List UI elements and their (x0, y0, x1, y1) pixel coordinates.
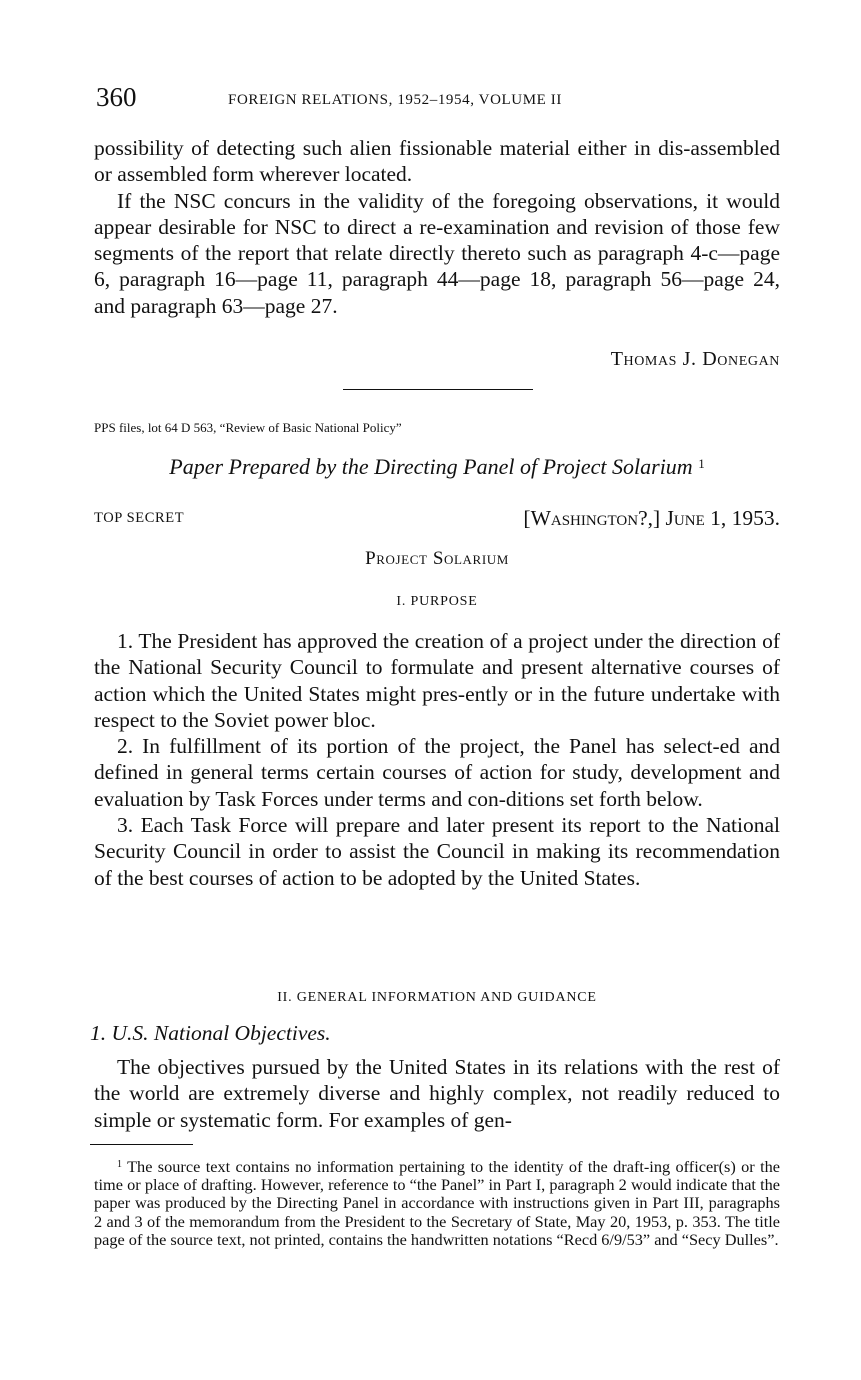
subsection-heading: 1. U.S. National Objectives. (90, 1021, 331, 1045)
purpose-paragraph-3: 3. Each Task Force will prepare and later present its report to the National Security Council in order to assist the Council in making its recommendation of the best courses of action to be adopted by the United States. (94, 813, 780, 890)
footnote (94, 1156, 780, 1249)
section-divider (343, 389, 533, 390)
document-subtitle: Project Solarium (365, 548, 509, 569)
document-title-text: Paper Prepared by the Directing Panel of Project Solarium (169, 454, 693, 479)
purpose-paragraph-1: 1. The President has approved the creation of a project under the direction of the National Security Council to formulate and present alternative courses of action which the United States might pres-ently or in the future undertake with respect to the Soviet power bloc. (94, 629, 780, 732)
dateline: [Washington?,] June 1, 1953. (523, 506, 780, 530)
footnote-divider (90, 1144, 193, 1145)
page-number: 360 (96, 82, 137, 112)
page-header (96, 82, 796, 118)
source-note: PPS files, lot 64 D 563, “Review of Basic National Policy” (94, 420, 402, 435)
document-title (94, 454, 780, 480)
section-heading-purpose: I. PURPOSE (396, 594, 478, 609)
objectives-paragraph: The objectives pursued by the United States in its relations with the rest of the world are extremely diverse and highly complex, not readily reduced to simple or systematic form. For examples of gen- (94, 1055, 780, 1132)
nsc-concurrence-paragraph: If the NSC concurs in the validity of the foregoing observations, it would appear desirable for NSC to direct a re-examination and revision of those few segments of the report that relate directly thereto such as paragraph 4-c—page 6, paragraph 16—page 11, paragraph 44—page 18, paragraph 56—page 24, and paragraph 63—page 27. (94, 188, 780, 318)
running-head: FOREIGN RELATIONS, 1952–1954, VOLUME II (228, 92, 562, 108)
purpose-section (94, 628, 780, 891)
footnote-text: The source text contains no information pertaining to the identity of the draft-ing officer(s) or the time or place of drafting. However, reference to “the Panel” in Part I, paragraph 2 would indicate that the paper was produced by the Directing Panel in accordance with instructions given in Part III, paragraphs 2 and 3 of the memorandum from the President to the Secretary of State, May 20, 1953, p. 353. The title page of the source text, not printed, contains the handwritten notations “Recd 6/9/53” and “Secy Dulles”. (94, 1157, 781, 1249)
footnote-marker: 1 (117, 1159, 122, 1170)
continued-text (94, 135, 780, 319)
footnote-reference: 1 (698, 456, 705, 471)
continued-paragraph: possibility of detecting such alien fissionable material either in dis-assembled or assembled form wherever located. (94, 136, 780, 187)
classification-label: TOP SECRET (94, 510, 185, 526)
objectives-section (94, 1054, 780, 1133)
signature: Thomas J. Donegan (610, 348, 780, 370)
section-heading-guidance: II. GENERAL INFORMATION AND GUIDANCE (277, 990, 597, 1005)
purpose-paragraph-2: 2. In fulfillment of its portion of the project, the Panel has select-ed and defined in general terms certain courses of action for study, development and evaluation by Task Forces under terms and con-ditions set forth below. (94, 734, 780, 811)
